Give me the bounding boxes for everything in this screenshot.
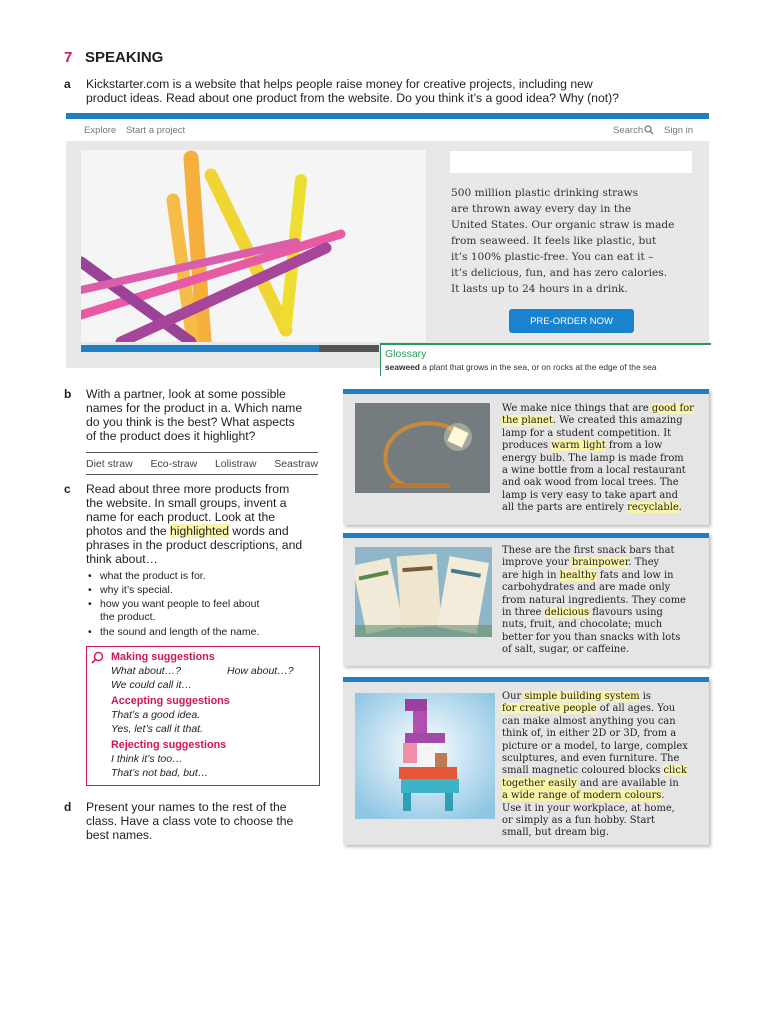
line: of salt, sugar, or caffeine. (502, 644, 630, 656)
phrase: We could call it… (111, 679, 192, 691)
search-box[interactable] (450, 151, 692, 173)
glossary-meaning: a plant that grows in the sea, or on rocks at the edge of the sea (419, 362, 657, 372)
card-top-bar (343, 677, 709, 682)
suggestions-box (86, 646, 320, 786)
line (502, 440, 707, 452)
site-nav (66, 119, 709, 141)
highlighted-word: together easily (502, 777, 577, 789)
desc-line: United States. Our organic straw is made (451, 219, 675, 231)
part-b-line: With a partner, look at some possible (86, 387, 286, 401)
highlighted-word: a wide range of modern colours (502, 790, 662, 802)
text-run: Our (502, 691, 525, 702)
highlighted-word: brainpower (571, 557, 629, 569)
bullet-text: how you want people to feel about (100, 598, 260, 610)
line (502, 570, 707, 582)
name-option: Seastraw (274, 457, 318, 470)
line (502, 778, 707, 790)
line: and oak wood from local trees. The (502, 477, 679, 489)
line (502, 557, 707, 569)
highlighted-word: healthy (559, 569, 597, 581)
glossary-definition (385, 362, 656, 372)
line (502, 502, 707, 514)
bullet-text: why it’s special. (100, 584, 173, 596)
magnifier-icon (91, 651, 104, 664)
line (502, 790, 707, 802)
line: can make almost anything you can (502, 715, 676, 727)
line (502, 765, 707, 777)
text-run: produces (502, 440, 552, 452)
phrase: That’s a good idea. (111, 709, 201, 721)
part-a-letter: a (64, 77, 71, 91)
bullet-item: • the sound and length of the name. (88, 626, 260, 638)
product-card-lamp (343, 389, 709, 525)
lamp-description (502, 403, 707, 515)
text-run: from a low (605, 440, 663, 452)
line: lamp is very easy to take apart and (502, 489, 678, 501)
nav-explore[interactable]: Explore (84, 125, 117, 136)
section-number: 7 (64, 49, 73, 66)
line (502, 403, 707, 415)
text-run: in three (502, 607, 545, 619)
line: nuts, fruit, and chocolate; much (502, 619, 663, 631)
name-option: Eco-straw (150, 457, 198, 470)
part-a-line2: product ideas. Read about one product from the website. Do you think it’s a good idea? Why (not)? (86, 91, 619, 105)
highlighted-word: for creative people (502, 703, 597, 715)
line (502, 415, 707, 427)
seaweed-straws-photo (81, 150, 426, 342)
desc-line: it’s delicious, fun, and has zero calories. (451, 267, 668, 279)
part-c-letter: c (64, 482, 71, 496)
snack-bars-description (502, 545, 707, 657)
line: picture or a model, to large, complex (502, 740, 688, 752)
desc-line: are thrown away every day in the (451, 203, 632, 215)
phrase: I think it’s too… (111, 753, 183, 765)
highlighted-word: the planet (502, 415, 553, 427)
line (502, 607, 707, 619)
highlighted-word: delicious (544, 607, 590, 619)
highlighted-word: warm light (551, 440, 606, 452)
part-d-line: class. Have a class vote to choose the (86, 814, 294, 828)
text-run: photos and the (86, 524, 171, 538)
text-run: are high in (502, 569, 560, 581)
desc-line: it’s 100% plastic-free. You can eat it – (451, 251, 654, 263)
progress-bar-dark (319, 345, 379, 352)
part-c-line: think about… (86, 552, 158, 566)
part-c-line: the website. In small groups, invent a (86, 496, 287, 510)
glossary-box (380, 343, 711, 376)
line: These are the first snack bars that (502, 545, 675, 556)
text-run: and are available in (576, 777, 679, 789)
text-run: of all ages. You (596, 703, 676, 715)
part-d-letter: d (64, 800, 72, 814)
line: or simply as a fun hobby. Start (502, 815, 656, 827)
line: lamp for a student competition. It (502, 427, 672, 439)
highlighted-word: recyclable (627, 502, 679, 514)
desc-line: 500 million plastic drinking straws (451, 187, 639, 199)
line: carbohydrates and are made only (502, 582, 671, 594)
phrase: Yes, let’s call it that. (111, 723, 204, 735)
building-blocks-description (502, 691, 707, 840)
part-c-line (86, 524, 289, 539)
line: a wine bottle from a local restaurant (502, 465, 686, 477)
glossary-term: seaweed (385, 362, 420, 372)
building-blocks-photo (355, 693, 495, 819)
section-title: SPEAKING (85, 49, 164, 66)
part-b-line: do you think is the best? What aspects (86, 415, 295, 429)
pre-order-button[interactable]: PRE-ORDER NOW (509, 309, 634, 333)
text-run: words and (229, 524, 289, 538)
text-run: . (661, 790, 665, 802)
part-b-line: names for the product in a. Which name (86, 401, 303, 415)
bullet-text: the sound and length of the name. (100, 626, 260, 638)
part-d-line: best names. (86, 828, 153, 842)
phrase: What about…? (111, 665, 182, 677)
highlighted-word: simple building system (524, 691, 640, 702)
product-description (451, 185, 701, 297)
part-c-line: Read about three more products from (86, 482, 290, 496)
name-option: Lolistraw (214, 457, 257, 470)
phrase: How about…? (227, 665, 294, 677)
product-card-building-blocks (343, 677, 709, 845)
part-b-line: of the product does it highlight? (86, 429, 256, 443)
accepting-suggestions-title: Accepting suggestions (111, 695, 230, 707)
progress-bar-blue (81, 345, 319, 352)
line: sculptures, and even furniture. The (502, 753, 680, 765)
line: better for you than snacks with lots (502, 631, 681, 643)
line: small, but dream big. (502, 827, 609, 839)
lamp-photo (355, 403, 490, 493)
snack-bars-photo (355, 547, 492, 637)
highlighted-word: good for (651, 403, 694, 414)
glossary-title: Glossary (385, 348, 427, 360)
part-a-line1: Kickstarter.com is a website that helps people raise money for creative projects, including new (86, 77, 593, 91)
nav-search[interactable]: Search (613, 125, 644, 136)
text-run: . They (628, 557, 660, 569)
desc-line: It lasts up to 24 hours in a drink. (451, 283, 628, 295)
making-suggestions-title: Making suggestions (111, 651, 215, 663)
nav-sign-in[interactable]: Sign in (664, 125, 694, 136)
text-run: all the parts are entirely (502, 502, 628, 514)
part-c-line: name for each product. Look at the (86, 510, 276, 524)
highlighted-word: highlighted (170, 524, 229, 538)
desc-line: from seaweed. It feels like plastic, but (451, 235, 657, 247)
line (502, 691, 707, 703)
part-d-line: Present your names to the rest of the (86, 800, 287, 814)
card-top-bar (343, 533, 709, 538)
bullet-item: • what the product is for. (88, 570, 206, 582)
product-card-snack-bars (343, 533, 709, 666)
line: Use it in your workplace, at home, (502, 802, 675, 814)
kickstarter-page (66, 113, 709, 372)
part-b-letter: b (64, 387, 72, 401)
nav-start-project[interactable]: Start a project (126, 125, 186, 136)
line: energy bulb. The lamp is made from (502, 452, 684, 464)
bullet-item: • how you want people to feel about (88, 598, 260, 610)
text-run: We make nice things that are (502, 403, 652, 414)
line: think of, in either 2D or 3D, from a (502, 728, 677, 740)
bullet-continuation: the product. (100, 611, 156, 623)
text-run: flavours using (589, 607, 663, 619)
phrase: That’s not bad, but… (111, 767, 209, 779)
card-top-bar (343, 389, 709, 394)
rejecting-suggestions-title: Rejecting suggestions (111, 739, 227, 751)
text-run: small magnetic coloured blocks (502, 765, 664, 777)
text-run: . (678, 502, 682, 514)
text-run: . We created this amazing (552, 415, 683, 427)
highlighted-word: click (663, 765, 687, 777)
text-run: improve your (502, 557, 572, 569)
line: from natural ingredients. They come (502, 594, 686, 606)
text-run: is (639, 691, 651, 702)
bullet-item: • why it’s special. (88, 584, 173, 596)
search-icon[interactable] (644, 125, 654, 135)
name-option: Diet straw (86, 457, 133, 470)
text-run: fats and low in (596, 569, 674, 581)
part-c-line: phrases in the product descriptions, and (86, 538, 303, 552)
bullet-text: what the product is for. (100, 570, 206, 582)
line (502, 703, 707, 715)
product-name-options (86, 452, 318, 475)
